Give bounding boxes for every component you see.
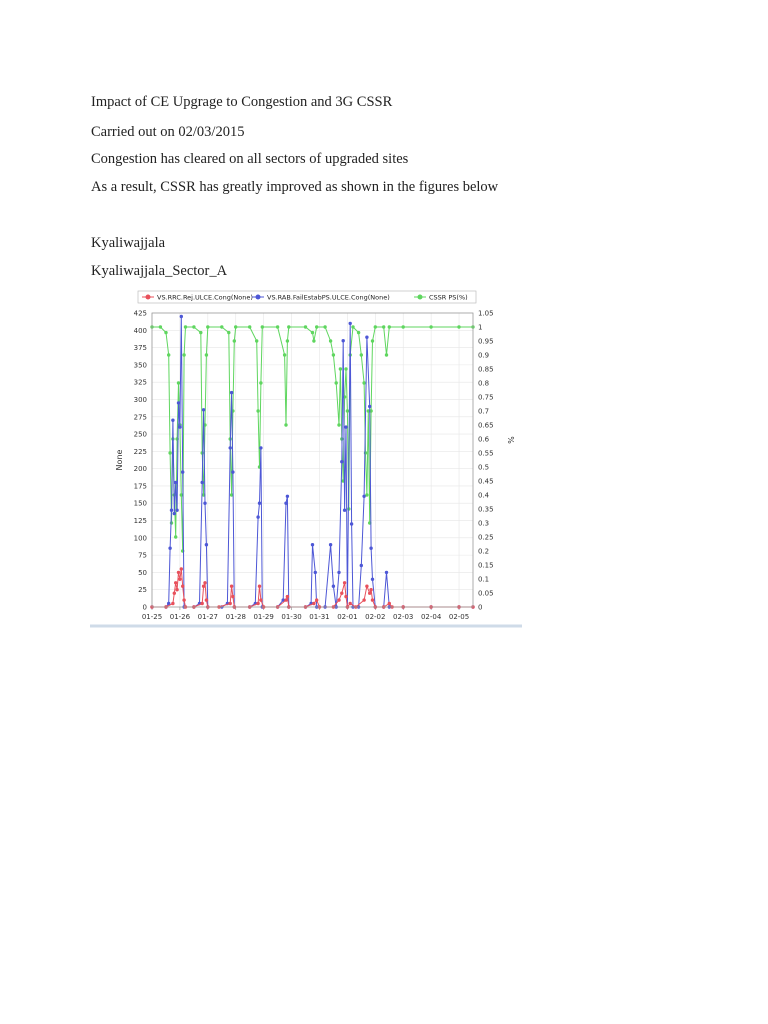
data-point [181,585,184,588]
right-tick-label: 0.45 [478,477,494,486]
data-point [342,339,345,342]
data-point [175,509,178,512]
data-point [167,353,170,356]
x-tick-label: 02-03 [393,613,414,621]
data-point [284,502,287,505]
right-tick-label: 0.1 [478,575,490,584]
left-tick-label: 150 [133,499,147,508]
data-point [261,325,264,328]
data-point [457,325,460,328]
right-tick-label: 0.65 [478,421,494,430]
data-point [205,353,208,356]
data-point [402,325,405,328]
data-point [230,391,233,394]
left-tick-label: 300 [133,395,147,404]
data-point [255,339,258,342]
data-point [168,451,171,454]
left-tick-label: 75 [138,551,147,560]
x-tick-label: 01-30 [281,613,302,621]
left-tick-label: 200 [133,465,147,474]
data-point [203,581,206,584]
data-point [171,602,174,605]
kpi-chart [90,285,522,628]
right-tick-label: 0.2 [478,547,490,556]
data-point [234,325,237,328]
data-point [174,481,177,484]
data-point [364,451,367,454]
x-tick-label: 01-26 [169,613,191,621]
data-point [201,481,204,484]
doc-title: Impact of CE Upgrage to Congestion and 3G CSSR [91,94,393,110]
data-point [175,588,178,591]
data-point [203,502,206,505]
data-point [230,585,233,588]
x-tick-label: 02-04 [420,613,442,621]
data-point [337,571,340,574]
data-point [171,419,174,422]
x-tick-label: 01-25 [141,613,163,621]
data-point [362,495,365,498]
data-point [177,381,180,384]
data-point [323,325,326,328]
right-tick-label: 0.8 [478,379,490,388]
data-point [337,423,340,426]
data-point [349,322,352,325]
data-point [339,367,342,370]
chart-background [90,285,522,628]
left-tick-label: 50 [138,568,147,577]
data-point [343,509,346,512]
kpi-chart-svg [90,285,522,628]
data-point [180,315,183,318]
data-point [365,336,368,339]
x-tick-label: 01-31 [309,613,330,621]
data-point [362,598,365,601]
data-point [202,585,205,588]
data-point [159,325,162,328]
legend-swatch-marker [146,295,151,300]
left-tick-label: 25 [138,586,147,595]
left-tick-label: 275 [133,413,147,422]
data-point [346,409,349,412]
data-point [343,581,346,584]
x-tick-label: 01-28 [225,613,246,621]
right-tick-label: 0.95 [478,337,494,346]
data-point [344,425,347,428]
left-tick-label: 400 [133,326,147,335]
right-tick-label: 0 [478,603,483,612]
data-point [284,423,287,426]
data-point [259,381,262,384]
data-point [344,595,347,598]
data-point [335,381,338,384]
data-point [329,339,332,342]
left-tick-label: 100 [133,534,147,543]
data-point [344,367,347,370]
data-point [287,325,290,328]
right-tick-label: 0.6 [478,435,490,444]
x-tick-label: 01-29 [253,613,274,621]
data-point [357,331,360,334]
data-point [340,592,343,595]
data-point [360,353,363,356]
data-point [174,535,177,538]
data-point [304,325,307,328]
x-tick-label: 01-27 [197,613,218,621]
data-point [337,598,340,601]
data-point [248,325,251,328]
data-point [231,595,234,598]
left-tick-label: 375 [133,344,147,353]
data-point [332,585,335,588]
data-point [351,325,354,328]
data-point [205,543,208,546]
legend-swatch-marker [256,295,261,300]
data-point [349,602,352,605]
data-point [259,598,262,601]
legend-label: VS.RRC.Rej.ULCE.Cong(None) [157,293,253,302]
y-axis-label-left: None [115,449,124,471]
data-point [256,515,259,518]
data-point [229,446,232,449]
data-point [385,571,388,574]
data-point [256,409,259,412]
data-point [365,585,368,588]
data-point [286,595,289,598]
data-point [360,564,363,567]
x-tick-label: 02-05 [448,613,470,621]
data-point [233,339,236,342]
legend-label: CSSR PS(%) [429,293,468,302]
data-point [311,543,314,546]
data-point [314,571,317,574]
data-point [258,585,261,588]
right-tick-label: 0.15 [478,561,494,570]
data-point [283,353,286,356]
data-point [177,401,180,404]
y-axis-label-right: % [506,436,515,444]
data-point [182,353,185,356]
right-tick-label: 0.85 [478,365,494,374]
x-tick-label: 02-02 [365,613,386,621]
data-point [276,325,279,328]
data-point [340,460,343,463]
right-tick-label: 0.25 [478,533,494,542]
right-tick-label: 0.55 [478,449,494,458]
left-tick-label: 325 [133,378,147,387]
data-point [368,405,371,408]
data-point [182,598,185,601]
data-point [178,425,181,428]
data-point [368,592,371,595]
right-tick-label: 0.9 [478,351,490,360]
data-point [371,578,374,581]
data-point [312,339,315,342]
legend-label: VS.RAB.FailEstabPS.ULCE.Cong(None) [267,293,390,302]
data-point [312,602,315,605]
data-point [284,598,287,601]
data-point [201,602,204,605]
right-tick-label: 0.75 [478,393,494,402]
data-point [178,578,181,581]
right-tick-label: 0.5 [478,463,490,472]
data-point [168,547,171,550]
data-point [220,325,223,328]
right-tick-label: 0.7 [478,407,490,416]
data-point [256,602,259,605]
data-point [385,353,388,356]
data-point [259,446,262,449]
sector-name: Kyaliwajjala_Sector_A [91,263,228,279]
data-point [192,325,195,328]
doc-date-line: Carried out on 02/03/2015 [91,124,245,140]
data-point [286,495,289,498]
data-point [311,331,314,334]
data-point [201,451,204,454]
chart-legend [138,291,476,303]
data-point [369,588,372,591]
data-point [371,598,374,601]
left-tick-label: 350 [133,361,147,370]
data-point [181,470,184,473]
data-point [173,512,176,515]
data-point [227,331,230,334]
data-point [202,408,205,411]
right-tick-label: 1.05 [478,309,494,318]
right-tick-label: 0.3 [478,519,490,528]
data-point [315,325,318,328]
left-tick-label: 425 [133,309,147,318]
data-point [205,598,208,601]
data-point [177,571,180,574]
left-tick-label: 0 [142,603,147,612]
data-point [170,509,173,512]
left-tick-label: 250 [133,430,147,439]
data-point [369,547,372,550]
data-point [374,325,377,328]
data-point [371,339,374,342]
data-point [286,339,289,342]
data-point [362,381,365,384]
doc-result-line: As a result, CSSR has greatly improved as shown in the figures below [91,179,499,195]
data-point [199,331,202,334]
data-point [315,598,318,601]
data-point [229,602,232,605]
data-point [174,581,177,584]
site-name: Kyaliwajjala [91,235,166,251]
data-point [231,470,234,473]
doc-congestion-line: Congestion has cleared on all sectors of upgraded sites [91,151,409,167]
data-point [332,353,335,356]
data-point [429,325,432,328]
left-tick-label: 125 [133,517,147,526]
data-point [350,522,353,525]
data-point [329,543,332,546]
data-point [184,325,187,328]
left-tick-label: 175 [133,482,147,491]
left-tick-label: 225 [133,447,147,456]
x-tick-label: 02-01 [337,613,358,621]
right-tick-label: 1 [478,323,483,332]
right-tick-label: 0.05 [478,589,494,598]
data-point [173,592,176,595]
data-point [258,502,261,505]
right-tick-label: 0.35 [478,505,494,514]
right-tick-label: 0.4 [478,491,490,500]
data-point [388,325,391,328]
data-point [164,331,167,334]
data-point [206,325,209,328]
data-point [388,602,391,605]
legend-swatch-marker [418,295,423,300]
data-point [382,325,385,328]
data-point [180,567,183,570]
